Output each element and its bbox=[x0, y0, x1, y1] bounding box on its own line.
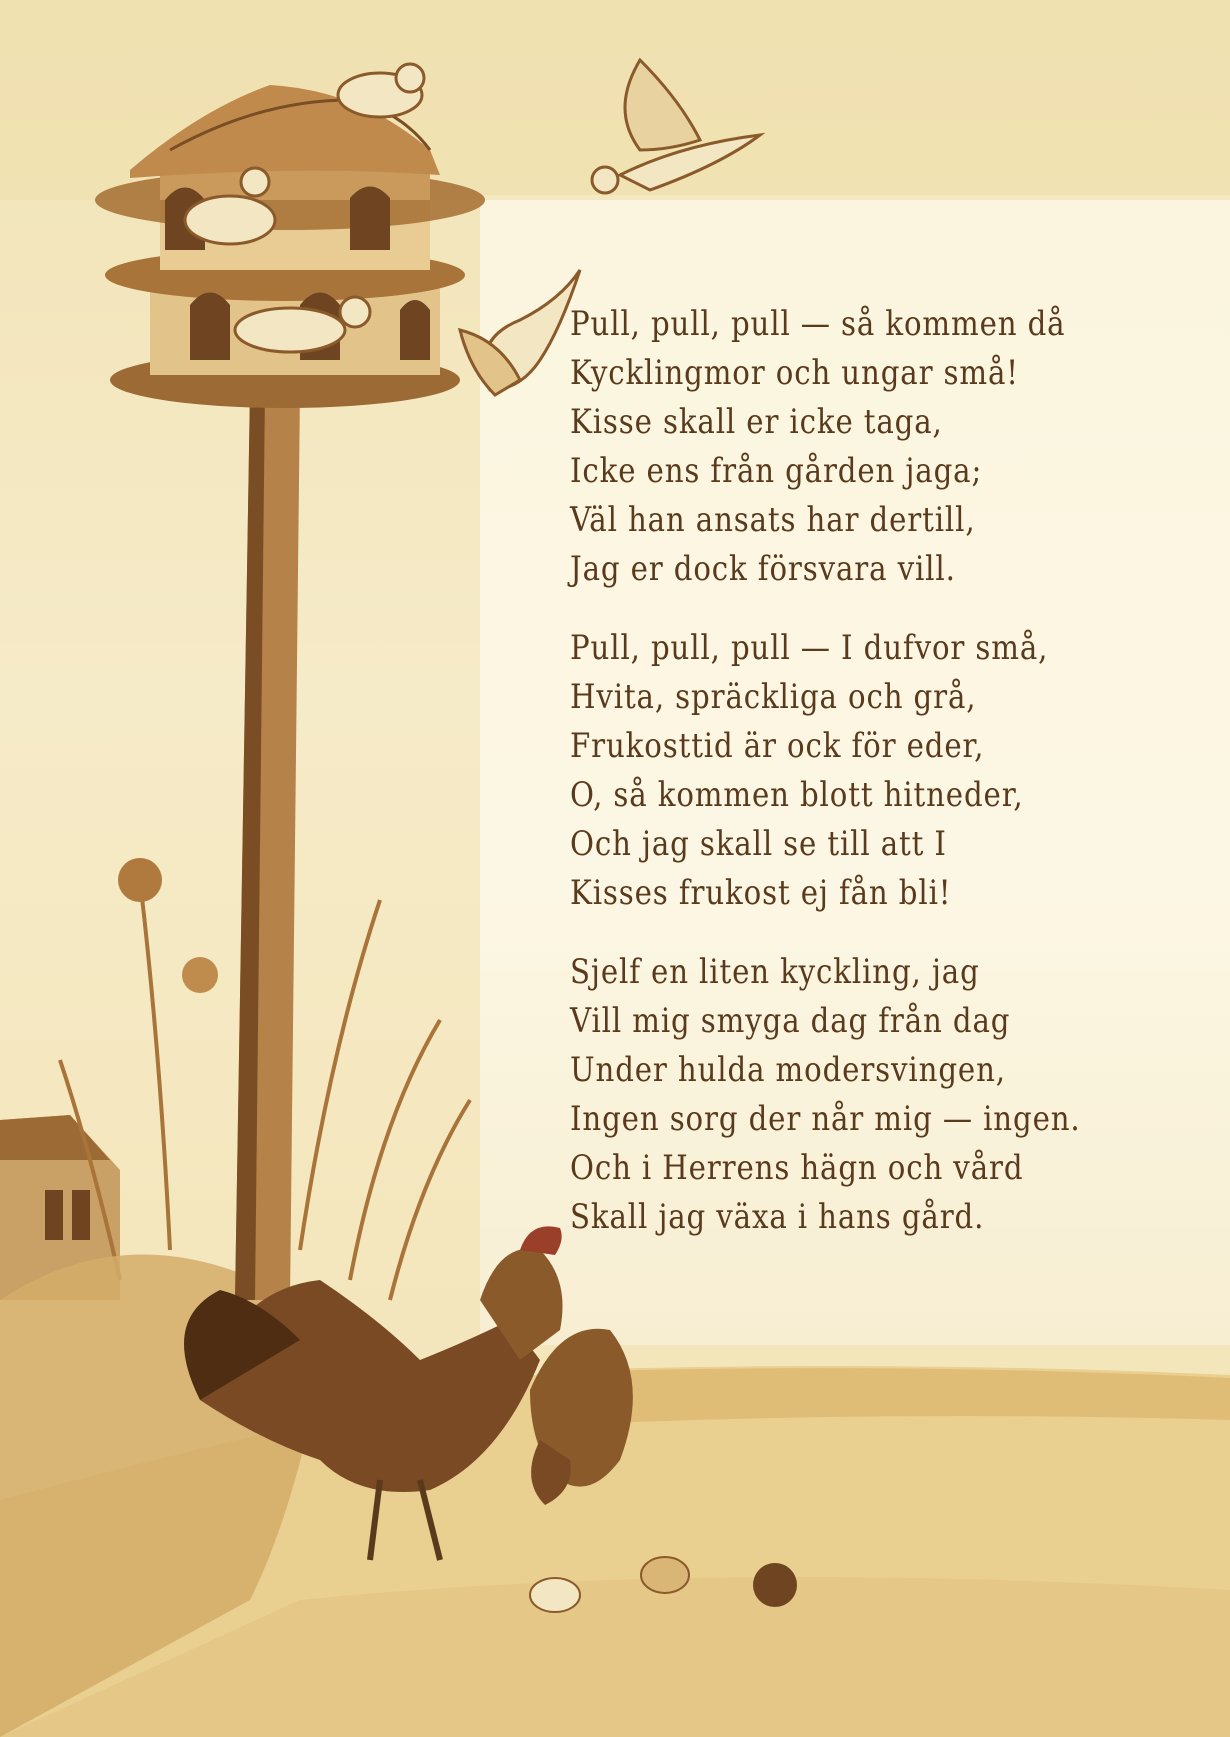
poem-line: Vill mig smyga dag från dag bbox=[570, 1001, 1011, 1041]
poem-line: Ingen sorg der når mig — ingen. bbox=[570, 1099, 1081, 1139]
poem-line: Frukosttid är ock för eder, bbox=[570, 726, 985, 766]
poem-line: Kisse skall er icke taga, bbox=[570, 402, 943, 442]
poem-line: Icke ens från gården jaga; bbox=[570, 451, 983, 491]
stanza-3 bbox=[570, 948, 1220, 1242]
poem-line: Sjelf en liten kyckling, jag bbox=[570, 952, 980, 992]
poem-line: Kisses frukost ej fån bli! bbox=[570, 873, 952, 913]
poem-line: Väl han ansats har dertill, bbox=[570, 500, 976, 540]
poem-line: Skall jag växa i hans gård. bbox=[570, 1197, 985, 1237]
poem-line: Hvita, spräckliga och grå, bbox=[570, 677, 977, 717]
poem-line: Under hulda modersvingen, bbox=[570, 1050, 1006, 1090]
poem-line: Jag er dock försvara vill. bbox=[570, 549, 956, 589]
flying-dove-icon bbox=[460, 270, 580, 395]
poem bbox=[570, 300, 1220, 1272]
flower-head bbox=[118, 858, 162, 902]
poem-line: O, så kommen blott hitneder, bbox=[570, 775, 1024, 815]
poem-line: Pull, pull, pull — I dufvor små, bbox=[570, 628, 1049, 668]
stanza-2 bbox=[570, 624, 1220, 918]
stanza-1 bbox=[570, 300, 1220, 594]
poem-line: Och i Herrens hägn och vård bbox=[570, 1148, 1024, 1188]
poem-line: Pull, pull, pull — så kommen då bbox=[570, 304, 1066, 344]
dovecote bbox=[95, 85, 485, 1300]
flower-head bbox=[182, 957, 218, 993]
poem-line: Kycklingmor och ungar små! bbox=[570, 353, 1019, 393]
poem-line: Och jag skall se till att I bbox=[570, 824, 947, 864]
